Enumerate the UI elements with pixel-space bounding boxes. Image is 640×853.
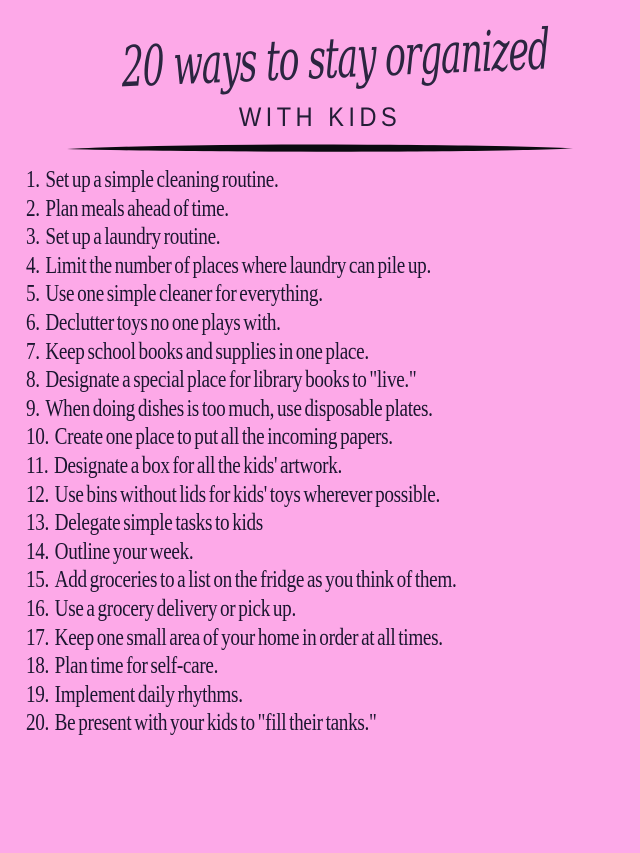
- list-item-text: Designate a special place for library books to "live.": [45, 367, 417, 394]
- list-item-text: Declutter toys no one plays with.: [45, 309, 281, 336]
- poster-header: [0, 0, 640, 155]
- list-item-text: Add groceries to a list on the fridge as you think of them.: [54, 567, 457, 594]
- poster-title: 20 ways to stay organized: [121, 17, 550, 101]
- list-item-text: When doing dishes is too much, use disposable plates.: [45, 395, 433, 422]
- list-item: [26, 709, 456, 738]
- list-item-number: 18.: [26, 653, 50, 680]
- list-item-number: 20.: [26, 710, 50, 737]
- list-item-number: 2.: [26, 195, 40, 222]
- list-item-text: Keep one small area of your home in order at all times.: [54, 624, 443, 651]
- list-item: [26, 366, 456, 395]
- list-item: [26, 509, 456, 538]
- list-item: [26, 452, 456, 481]
- list-item-text: Designate a box for all the kids' artwork.: [53, 452, 343, 479]
- list-item-number: 4.: [26, 252, 40, 279]
- list-item: [26, 481, 456, 510]
- list-item-number: 7.: [26, 338, 40, 365]
- list-item-text: Set up a laundry routine.: [45, 224, 221, 251]
- list-item: [26, 652, 456, 681]
- list-item: [26, 595, 456, 624]
- list-item: [26, 166, 456, 195]
- list-item: [26, 280, 456, 309]
- list-item-text: Create one place to put all the incoming papers.: [54, 424, 393, 451]
- list-item-number: 19.: [26, 681, 50, 708]
- list-item-number: 12.: [26, 481, 50, 508]
- list-item-text: Use one simple cleaner for everything.: [45, 281, 323, 308]
- list-item-number: 15.: [26, 567, 50, 594]
- list-item-number: 11.: [26, 452, 49, 479]
- list-item: [26, 395, 456, 424]
- list-item-number: 17.: [26, 624, 50, 651]
- list-item: [26, 195, 456, 224]
- list-item-text: Implement daily rhythms.: [54, 681, 243, 708]
- brush-divider-icon: [62, 141, 578, 155]
- list-item-number: 6.: [26, 309, 40, 336]
- list-item-number: 1.: [26, 167, 40, 193]
- list-item-text: Set up a simple cleaning routine.: [45, 167, 279, 193]
- list-item-number: 13.: [26, 510, 50, 537]
- list-item-number: 10.: [26, 424, 50, 451]
- list-item: [26, 538, 456, 567]
- list-item-number: 5.: [26, 281, 40, 308]
- tips-list: [0, 166, 564, 738]
- list-item-number: 8.: [26, 367, 40, 394]
- list-item: [26, 309, 456, 338]
- list-item: [26, 223, 456, 252]
- list-item-number: 9.: [26, 395, 40, 422]
- list-item-text: Use a grocery delivery or pick up.: [54, 595, 296, 622]
- list-item-text: Outline your week.: [54, 538, 194, 565]
- list-item: [26, 681, 456, 710]
- list-item-text: Plan meals ahead of time.: [45, 195, 229, 222]
- list-item-number: 3.: [26, 224, 40, 251]
- list-item-text: Keep school books and supplies in one place.: [45, 338, 369, 365]
- list-item-text: Use bins without lids for kids' toys wherever possible.: [54, 481, 440, 508]
- list-item-text: Limit the number of places where laundry can pile up.: [45, 252, 431, 279]
- poster-subtitle: WITH KIDS: [238, 102, 402, 132]
- list-item: [26, 423, 456, 452]
- list-item: [26, 566, 456, 595]
- list-item-text: Be present with your kids to "fill their tanks.": [54, 710, 377, 737]
- list-item-number: 14.: [26, 538, 50, 565]
- divider-container: [0, 141, 640, 155]
- list-item: [26, 338, 456, 367]
- list-item-number: 16.: [26, 595, 50, 622]
- list-item-text: Plan time for self-care.: [54, 653, 219, 680]
- list-item: [26, 624, 456, 653]
- list-item: [26, 252, 456, 281]
- list-item-text: Delegate simple tasks to kids: [54, 510, 263, 537]
